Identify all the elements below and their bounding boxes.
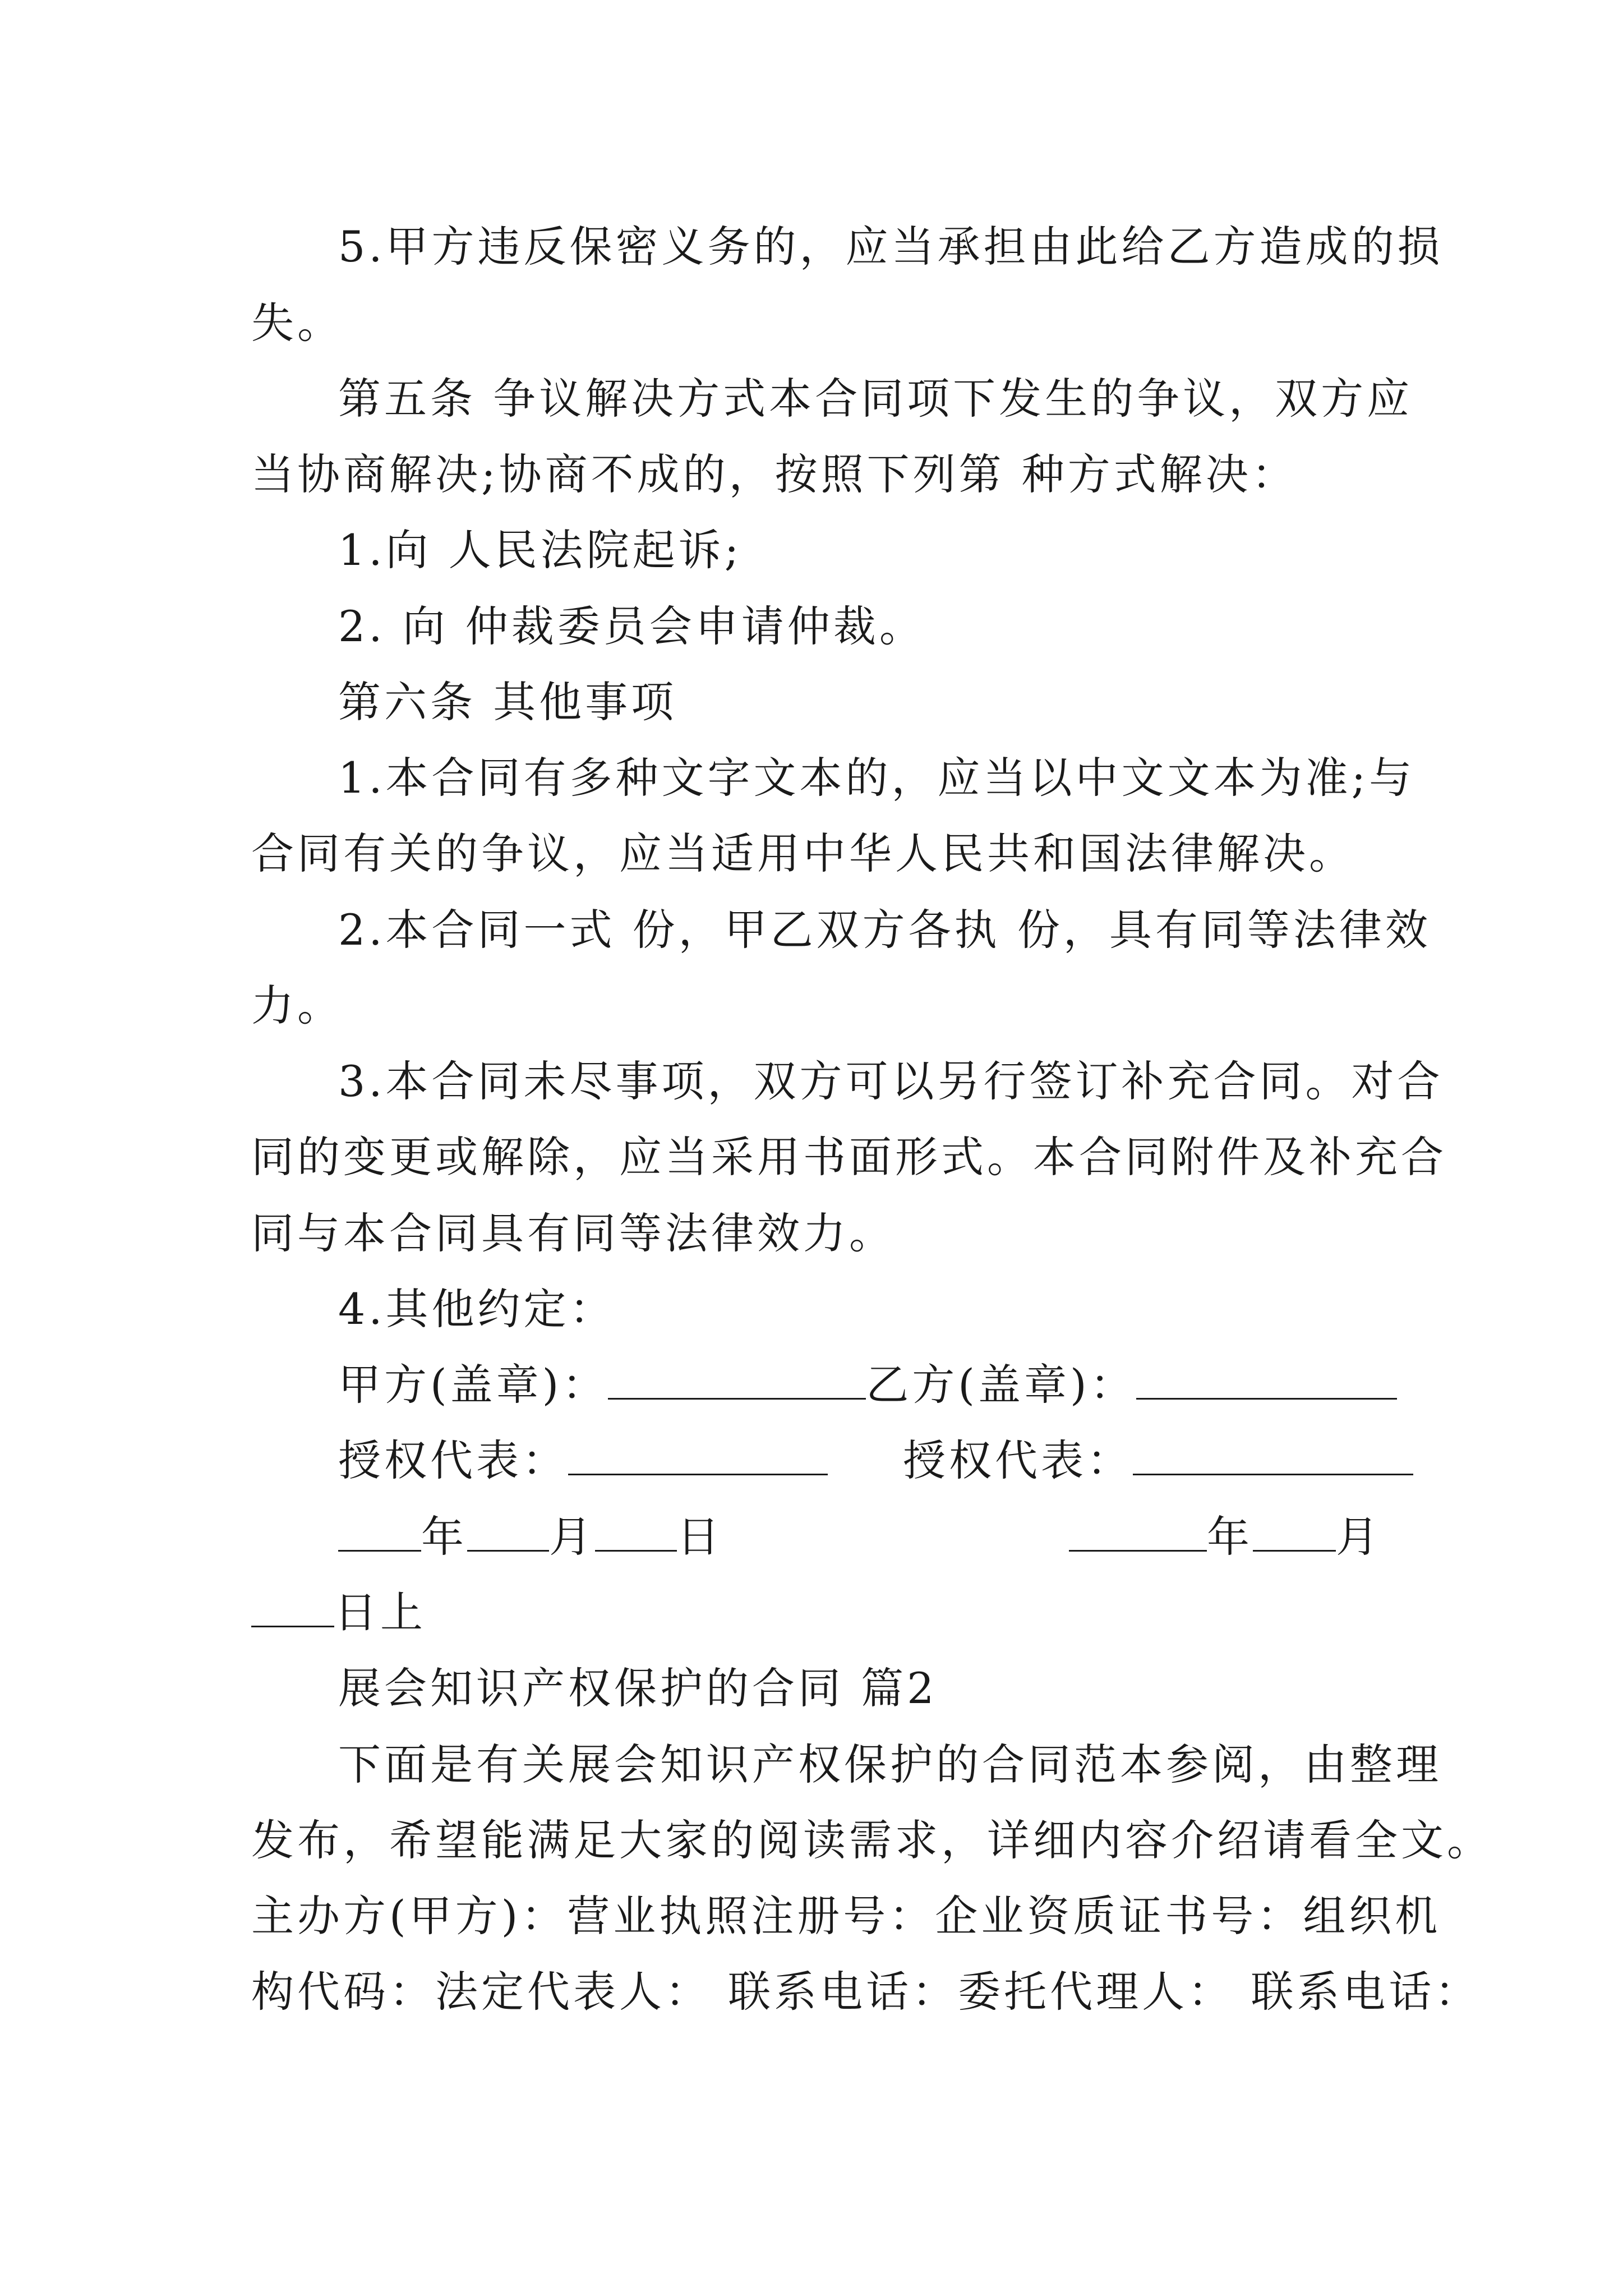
- party-b-day-blank: [251, 1589, 334, 1627]
- article-6-item-2-line-2: 力。: [251, 981, 343, 1030]
- party-b-rep-row: [903, 1435, 1413, 1487]
- dispute-option-2: 2. 向 仲裁委员会申请仲裁。: [338, 601, 925, 651]
- party-a-rep-row: [338, 1435, 828, 1487]
- article-6-item-3-line-3: 同与本合同具有同等法律效力。: [251, 1208, 895, 1258]
- party-a-seal-row: [338, 1359, 1397, 1411]
- party-b-day-label: 日上: [334, 1588, 426, 1637]
- article-6-item-4: 4.其他约定：: [338, 1284, 616, 1334]
- article-6-heading: 第六条 其他事项: [338, 677, 677, 727]
- dispute-option-1: 1.向 人民法院起诉;: [338, 525, 743, 575]
- party-b-day-row: [251, 1587, 426, 1639]
- article-6-item-3-line-2: 同的变更或解除，应当采用书面形式。本合同附件及补充合: [251, 1132, 1447, 1182]
- party-a-month-blank: [467, 1513, 549, 1552]
- article-6-item-2-line-1: 2.本合同一式 份，甲乙双方各执 份，具有同等法律效: [338, 905, 1431, 955]
- article-6-item-3-line-1: 3.本合同未尽事项，双方可以另行签订补充合同。对合: [338, 1056, 1444, 1106]
- party-a-seal-label: 甲方(盖章)：: [338, 1360, 608, 1410]
- party-a-year-label: 年: [421, 1512, 467, 1562]
- party-a-rep-blank: [568, 1437, 828, 1475]
- article-6-item-1-line-1: 1.本合同有多种文字文本的，应当以中文文本为准;与: [338, 753, 1415, 803]
- party-b-rep-label: 授权代表：: [903, 1435, 1133, 1485]
- party-b-year-blank: [1069, 1513, 1207, 1552]
- intro-line-1: 下面是有关展会知识产权保护的合同范本参阅，由整理: [338, 1740, 1442, 1789]
- party-b-date-row: [1069, 1511, 1382, 1563]
- section-heading-part-2: 展会知识产权保护的合同 篇2: [338, 1663, 938, 1713]
- article-5-line-2: 当协商解决;协商不成的，按照下列第 种方式解决：: [251, 449, 1298, 499]
- article-5-line-1: 第五条 争议解决方式本合同项下发生的争议，双方应: [338, 374, 1413, 424]
- party-b-seal-label: 乙方(盖章)：: [866, 1360, 1136, 1410]
- article-6-item-1-line-2: 合同有关的争议，应当适用中华人民共和国法律解决。: [251, 829, 1355, 878]
- party-a-month-label: 月: [549, 1512, 595, 1562]
- party-a-date-row: [338, 1511, 723, 1563]
- party-b-seal-blank: [1136, 1361, 1397, 1400]
- clause-5-line-1: 5.甲方违反保密义务的，应当承担由此给乙方造成的损: [338, 222, 1444, 272]
- organizer-line-2: 构代码：法定代表人： 联系电话：委托代理人： 联系电话：: [251, 1967, 1481, 2017]
- clause-5-line-2: 失。: [251, 298, 343, 348]
- party-b-month-label: 月: [1336, 1512, 1382, 1562]
- party-b-year-label: 年: [1207, 1512, 1253, 1562]
- party-a-seal-blank: [608, 1361, 866, 1400]
- party-a-day-label: 日: [677, 1512, 723, 1562]
- party-a-year-blank: [338, 1513, 421, 1552]
- party-a-day-blank: [595, 1513, 677, 1552]
- organizer-line-1: 主办方(甲方)：营业执照注册号：企业资质证书号：组织机: [251, 1891, 1441, 1941]
- party-b-rep-blank: [1133, 1437, 1413, 1475]
- intro-line-2: 发布，希望能满足大家的阅读需求，详细内容介绍请看全文。: [251, 1815, 1493, 1865]
- party-b-month-blank: [1253, 1513, 1336, 1552]
- party-a-rep-label: 授权代表：: [338, 1435, 568, 1485]
